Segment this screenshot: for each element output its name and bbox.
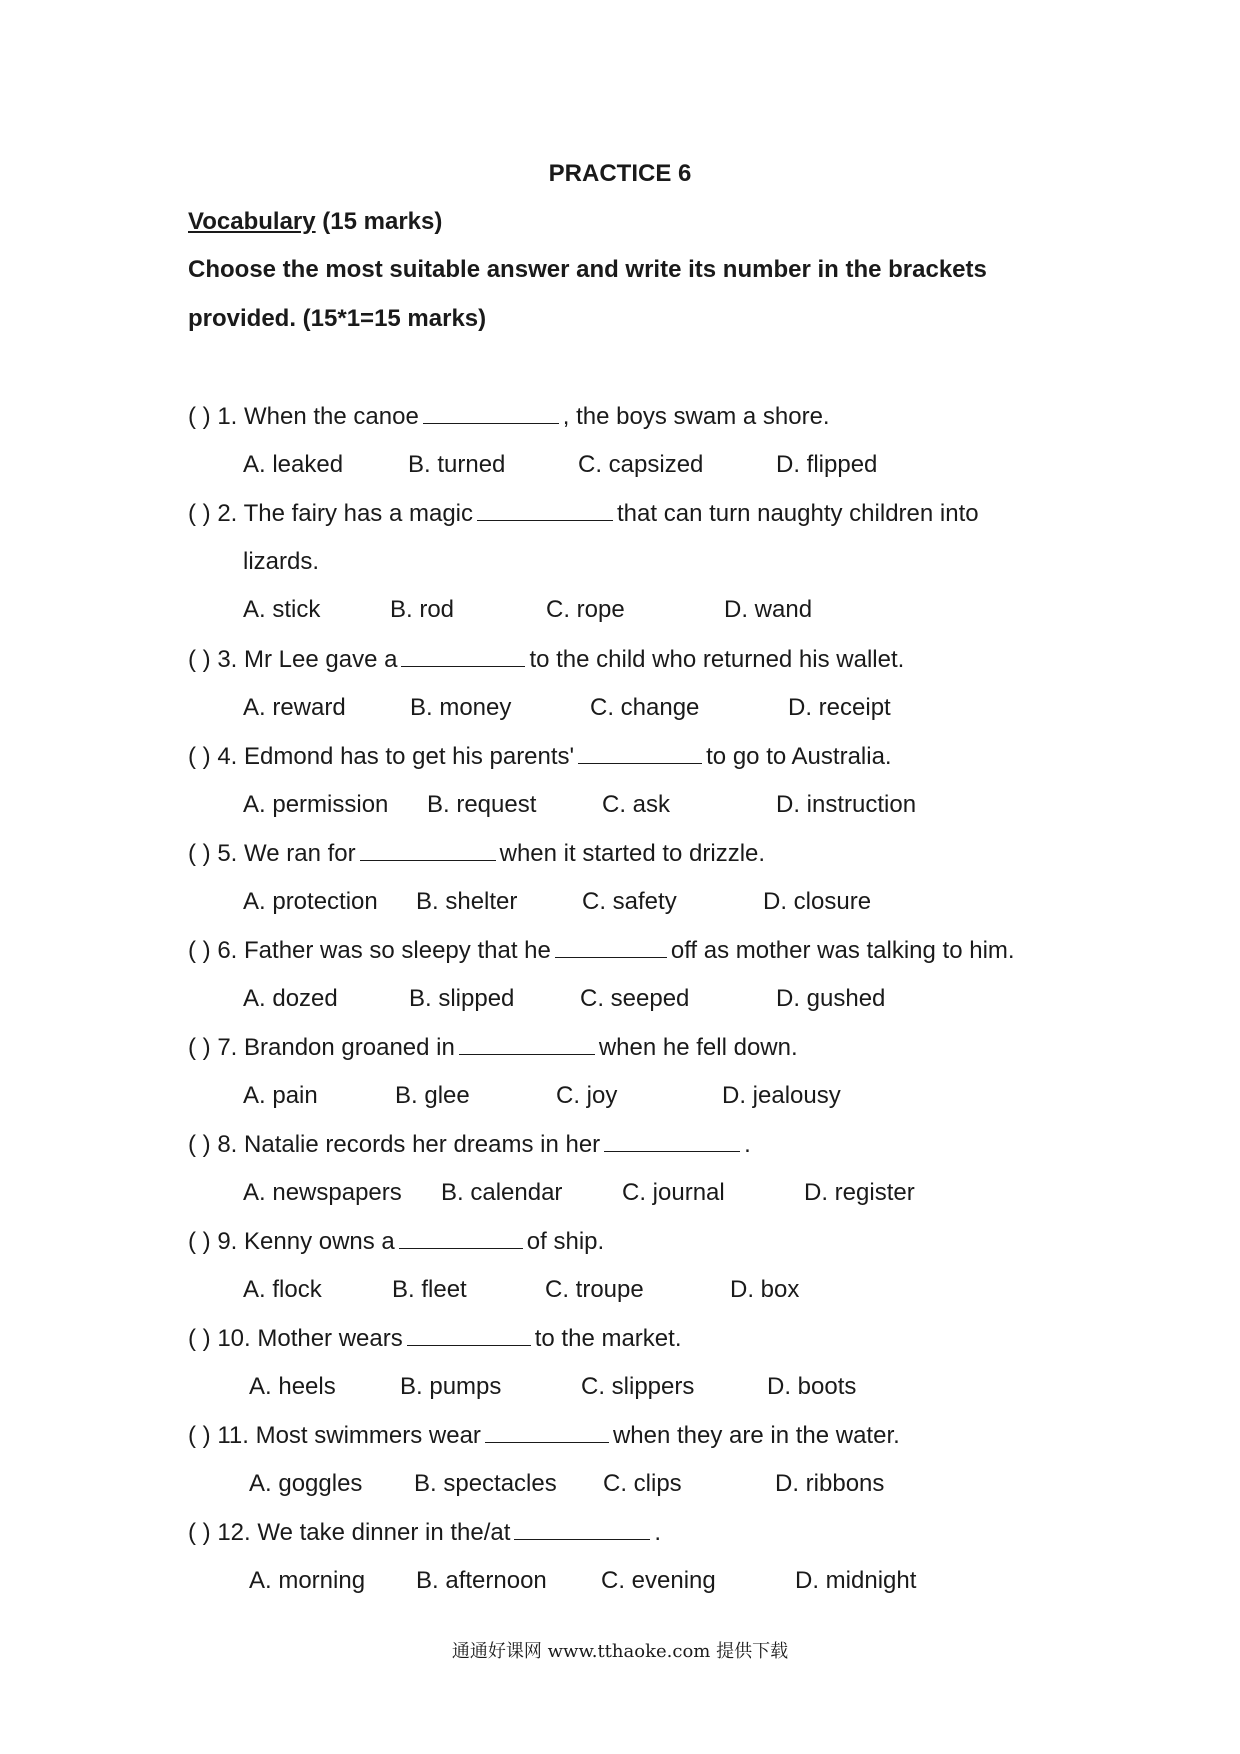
- question-8: [188, 1131, 751, 1159]
- option-a: A. flock: [243, 1276, 322, 1303]
- question-9: [188, 1228, 604, 1256]
- option-d: D. receipt: [788, 694, 891, 721]
- question-number: ( ) 10.: [188, 1325, 251, 1352]
- answer-options: [0, 985, 900, 1015]
- page-title: PRACTICE 6: [548, 160, 692, 187]
- answer-options: [0, 791, 917, 821]
- option-a: A. morning: [249, 1567, 366, 1594]
- question-number: ( ) 8.: [188, 1131, 238, 1158]
- question-text: Brandon groaned in: [237, 1034, 455, 1061]
- option-d: D. gushed: [776, 985, 886, 1012]
- answer-blank: [399, 1228, 523, 1249]
- answer-blank: [477, 500, 613, 521]
- question-text-continued: off as mother was talking to him.: [670, 937, 1015, 964]
- option-a: A. leaked: [243, 451, 344, 478]
- option-a: A. stick: [243, 596, 321, 623]
- question-number: ( ) 2.: [188, 500, 238, 527]
- option-b: B. afternoon: [416, 1567, 547, 1594]
- option-c: C. troupe: [545, 1276, 644, 1303]
- question-text: Most swimmers wear: [248, 1422, 481, 1449]
- question-text: Edmond has to get his parents': [237, 743, 575, 770]
- question-text-continued: .: [654, 1519, 662, 1546]
- question-11: [188, 1422, 900, 1450]
- answer-options: [0, 694, 900, 724]
- question-text-continued: when he fell down.: [598, 1034, 798, 1061]
- option-d: D. register: [804, 1179, 915, 1206]
- question-text-continued: that can turn naughty children into: [617, 500, 979, 527]
- answer-options: [0, 1470, 900, 1500]
- option-a: A. reward: [243, 694, 346, 721]
- question-text-continued: of ship.: [526, 1228, 605, 1255]
- question-6: [188, 937, 1015, 965]
- option-c: C. rope: [546, 596, 625, 623]
- instructions-line-2: provided. (15*1=15 marks): [188, 305, 487, 332]
- option-c: C. slippers: [581, 1373, 695, 1400]
- answer-options: [0, 1373, 900, 1403]
- answer-blank: [604, 1131, 740, 1152]
- question-text: The fairy has a magic: [237, 500, 474, 527]
- option-b: B. request: [427, 791, 537, 818]
- footer-watermark: 通通好课网 www.tthaoke.com 提供下载: [451, 1641, 789, 1662]
- question-7: [188, 1034, 798, 1062]
- option-c: C. evening: [601, 1567, 716, 1594]
- answer-blank: [485, 1422, 609, 1443]
- question-number: ( ) 6.: [188, 937, 238, 964]
- option-a: A. newspapers: [243, 1179, 402, 1206]
- option-d: D. wand: [724, 596, 813, 623]
- answer-options: [0, 1276, 900, 1306]
- question-12: [188, 1519, 661, 1547]
- question-text: When the canoe: [237, 403, 419, 430]
- option-d: D. instruction: [776, 791, 917, 818]
- option-d: D. closure: [763, 888, 872, 915]
- answer-blank: [459, 1034, 595, 1055]
- question-text-continued: when they are in the water.: [612, 1422, 900, 1449]
- section-marks: (15 marks): [315, 208, 443, 235]
- question-text-continued: , the boys swam a shore.: [562, 403, 830, 430]
- option-c: C. journal: [622, 1179, 725, 1206]
- option-b: B. calendar: [441, 1179, 563, 1206]
- option-b: B. rod: [390, 596, 455, 623]
- option-b: B. fleet: [392, 1276, 467, 1303]
- option-d: D. midnight: [795, 1567, 917, 1594]
- question-10: [188, 1325, 681, 1353]
- option-c: C. safety: [582, 888, 677, 915]
- option-b: B. shelter: [416, 888, 518, 915]
- question-text: Kenny owns a: [237, 1228, 395, 1255]
- question-number: ( ) 12.: [188, 1519, 251, 1546]
- answer-blank: [401, 646, 525, 667]
- option-c: C. seeped: [580, 985, 690, 1012]
- answer-options: [0, 1082, 900, 1112]
- option-d: D. box: [730, 1276, 800, 1303]
- answer-blank: [555, 937, 667, 958]
- question-text: We take dinner in the/at: [250, 1519, 511, 1546]
- question-text-continued: to the child who returned his wallet.: [529, 646, 905, 673]
- question-2: [188, 500, 979, 528]
- question-3: [188, 646, 904, 674]
- question-text-continued: .: [744, 1131, 751, 1158]
- answer-options: [0, 888, 900, 918]
- option-c: C. clips: [603, 1470, 682, 1497]
- option-a: A. heels: [249, 1373, 336, 1400]
- option-a: A. protection: [243, 888, 378, 915]
- option-c: C. change: [590, 694, 700, 721]
- question-5: [188, 840, 765, 868]
- question-text-continued: when it started to drizzle.: [499, 840, 766, 867]
- question-number: ( ) 1.: [188, 403, 238, 430]
- option-b: B. turned: [408, 451, 506, 478]
- question-number: ( ) 7.: [188, 1034, 238, 1061]
- question-text: Natalie records her dreams in her: [237, 1131, 601, 1158]
- section-name: Vocabulary: [188, 208, 316, 235]
- question-text: We ran for: [237, 840, 356, 867]
- question-1: [188, 403, 830, 431]
- option-c: C. joy: [556, 1082, 618, 1109]
- option-b: B. slipped: [409, 985, 515, 1012]
- question-text: Mother wears: [250, 1325, 403, 1352]
- answer-blank: [514, 1519, 650, 1540]
- option-b: B. money: [410, 694, 512, 721]
- question-wrap-line: lizards.: [243, 548, 320, 575]
- question-number: ( ) 9.: [188, 1228, 238, 1255]
- option-c: C. ask: [602, 791, 671, 818]
- question-text: Mr Lee gave a: [237, 646, 398, 673]
- answer-blank: [360, 840, 496, 861]
- question-number: ( ) 3.: [188, 646, 238, 673]
- option-a: A. pain: [243, 1082, 318, 1109]
- instructions-line-1: Choose the most suitable answer and write its number in the brackets: [188, 256, 987, 283]
- option-d: D. flipped: [776, 451, 878, 478]
- question-number: ( ) 4.: [188, 743, 238, 770]
- option-b: B. glee: [395, 1082, 470, 1109]
- question-text: Father was so sleepy that he: [237, 937, 551, 964]
- option-d: D. boots: [767, 1373, 857, 1400]
- option-a: A. dozed: [243, 985, 338, 1012]
- answer-options: [0, 596, 900, 626]
- option-c: C. capsized: [578, 451, 704, 478]
- answer-blank: [578, 743, 702, 764]
- question-number: ( ) 11.: [188, 1422, 249, 1449]
- question-number: ( ) 5.: [188, 840, 238, 867]
- question-text-continued: to go to Australia.: [706, 743, 892, 770]
- option-b: B. pumps: [400, 1373, 502, 1400]
- option-a: A. permission: [243, 791, 389, 818]
- answer-options: [0, 1567, 917, 1597]
- option-d: D. ribbons: [775, 1470, 885, 1497]
- answer-blank: [423, 403, 559, 424]
- question-text-continued: to the market.: [534, 1325, 682, 1352]
- option-b: B. spectacles: [414, 1470, 557, 1497]
- answer-options: [0, 1179, 915, 1209]
- option-a: A. goggles: [249, 1470, 363, 1497]
- question-4: [188, 743, 892, 771]
- answer-blank: [407, 1325, 531, 1346]
- section-heading: [188, 208, 442, 236]
- option-d: D. jealousy: [722, 1082, 841, 1109]
- answer-options: [0, 451, 900, 481]
